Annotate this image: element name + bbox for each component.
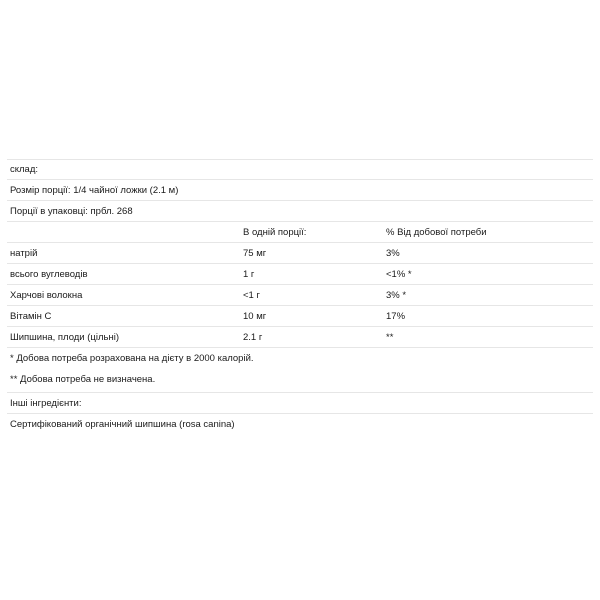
other-ingredients-title-row <box>7 393 593 414</box>
table-header-row <box>7 222 593 243</box>
footnote-daily-value <box>7 348 593 369</box>
table-row <box>7 285 593 306</box>
nutrient-amount: 75 мг <box>243 247 267 259</box>
nutrient-name: Вітамін С <box>10 310 52 322</box>
serving-size: Розмір порції: 1/4 чайної ложки (2.1 м) <box>10 184 179 196</box>
footnote-not-established <box>7 369 593 390</box>
nutrient-dv: 3% <box>386 247 400 259</box>
nutrient-name: Шипшина, плоди (цільні) <box>10 331 119 343</box>
header-daily-value: % Від добової потреби <box>386 226 487 238</box>
supplement-facts <box>7 159 593 435</box>
other-ingredients-title: Інші інгредієнти: <box>10 397 82 409</box>
footnote-text: ** Добова потреба не визначена. <box>10 374 156 385</box>
table-row <box>7 327 593 348</box>
nutrient-dv: 17% <box>386 310 406 322</box>
serving-size-row <box>7 180 593 201</box>
nutrient-amount: 2.1 г <box>243 331 263 343</box>
table-row <box>7 264 593 285</box>
header-amount: В одній порції: <box>243 226 307 238</box>
nutrient-dv: ** <box>386 331 394 343</box>
other-ingredients-text-row <box>7 414 593 435</box>
servings-per-container-row <box>7 201 593 222</box>
nutrient-name: натрій <box>10 247 38 259</box>
table-row <box>7 306 593 327</box>
nutrient-dv: <1% * <box>386 268 412 280</box>
footnote-text: * Добова потреба розрахована на дієту в 2000 калорій. <box>10 353 254 364</box>
other-ingredients-text: Сертифікований органічний шипшина (rosa canina) <box>10 419 235 430</box>
servings-per-container: Порції в упаковці: прбл. 268 <box>10 205 133 217</box>
nutrient-amount: 10 мг <box>243 310 267 322</box>
table-row <box>7 243 593 264</box>
nutrient-name: Харчові волокна <box>10 289 83 301</box>
nutrient-amount: 1 г <box>243 268 255 280</box>
composition-title-row <box>7 159 593 180</box>
nutrient-dv: 3% * <box>386 289 407 301</box>
composition-title: склад: <box>10 164 39 175</box>
nutrient-name: всього вуглеводів <box>10 268 88 280</box>
nutrient-amount: <1 г <box>243 289 260 301</box>
